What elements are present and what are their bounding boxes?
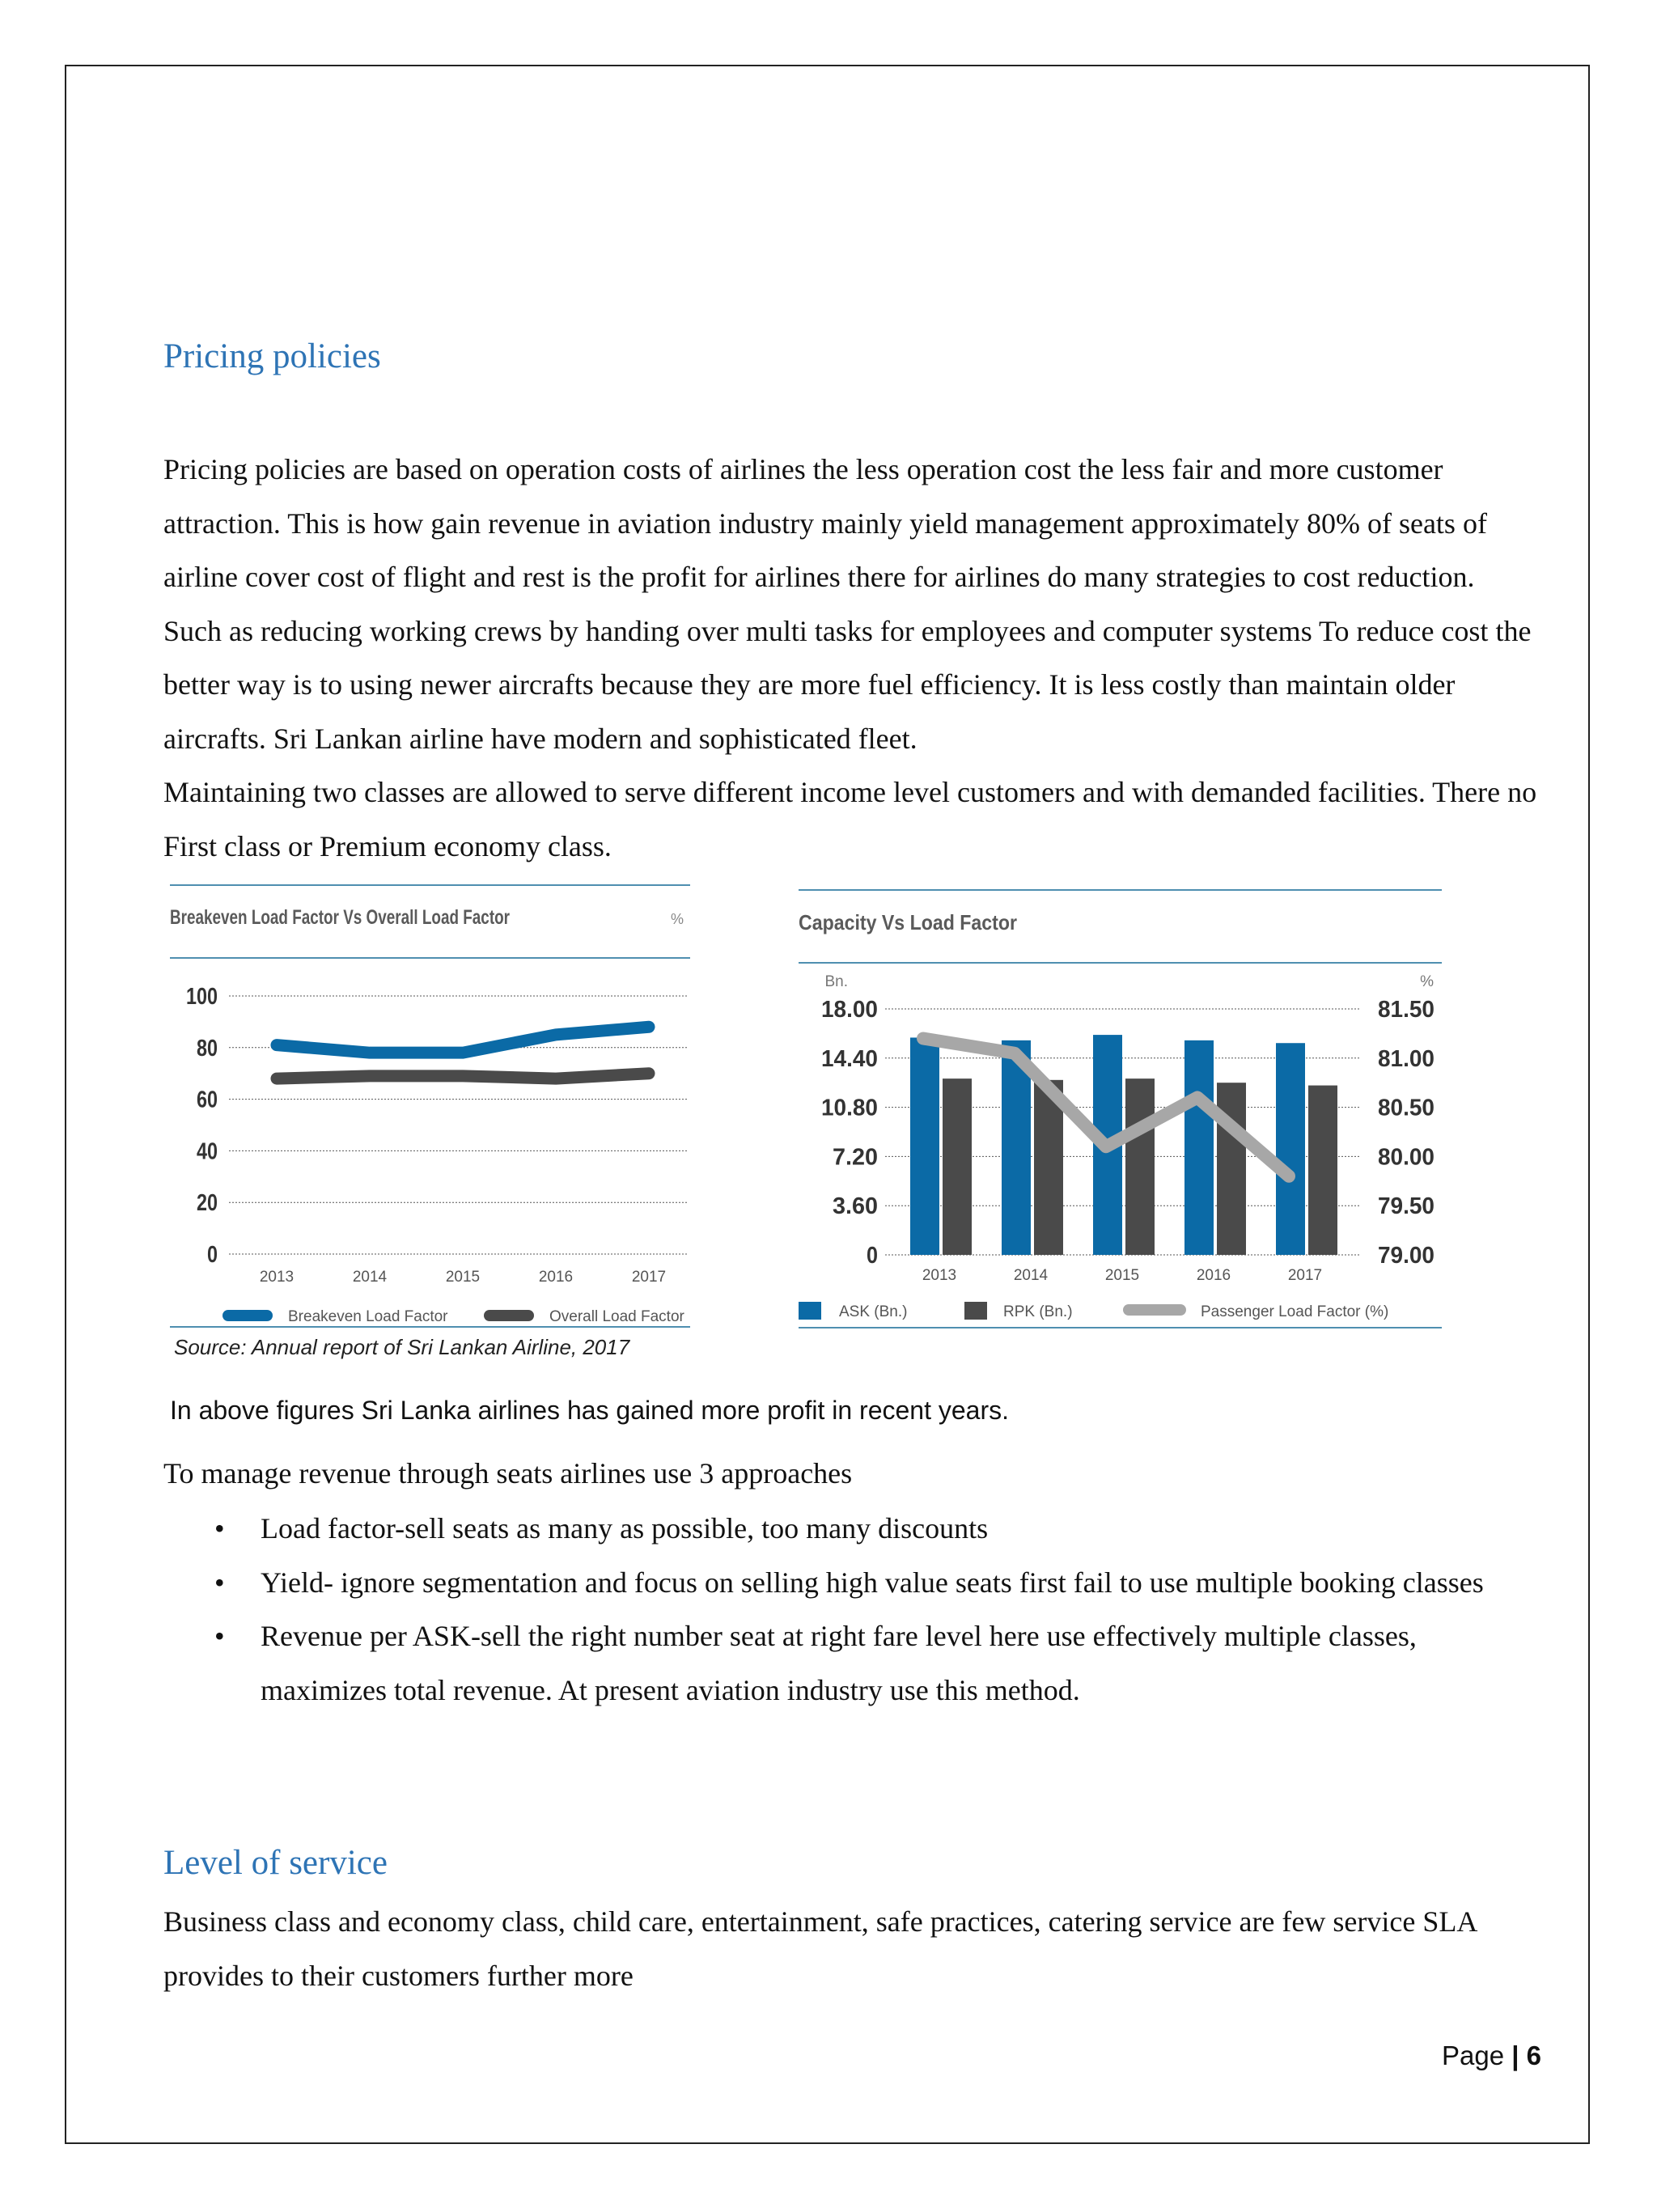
x-tick-label: 2014 [352,1269,388,1286]
bar-rpk [943,1078,972,1255]
left-tick-label: 18.00 [821,997,878,1023]
bar-rpk [1125,1078,1155,1255]
right-tick-label: 79.50 [1378,1193,1435,1220]
bar-rpk [1217,1083,1246,1255]
service-body: Business class and economy class, child care, entertainment, safe practices, catering service are few service SLA provides to their customers further more [163,1905,1477,1992]
legend-swatch-ask [799,1302,821,1320]
approaches-list [163,1502,1539,1717]
right-tick-label: 79.00 [1378,1243,1435,1269]
page-number: Page | 6 [1441,2040,1541,2070]
y-tick-label: 0 [207,1242,218,1268]
legend-label: Passenger Load Factor (%) [1201,1303,1389,1320]
left-unit-label: Bn. [824,973,848,990]
legend-label: Overall Load Factor [549,1308,684,1325]
legend-label: RPK (Bn.) [1003,1303,1073,1320]
pricing-body [163,443,1539,873]
chart-title: Capacity Vs Load Factor [799,910,1017,934]
left-tick-label: 10.80 [821,1095,878,1121]
x-tick-label: 2015 [1104,1267,1140,1284]
right-tick-label: 81.00 [1378,1045,1435,1072]
bar-ask [910,1037,939,1255]
y-tick-label: 100 [186,984,218,1010]
legend-label: Breakeven Load Factor [288,1308,448,1325]
x-tick-label: 2016 [1196,1267,1231,1284]
approaches-intro: To manage revenue through seats airlines use 3 approaches [163,1457,853,1489]
bar-ask [1184,1040,1214,1255]
y-tick-label: 60 [197,1087,218,1113]
breakeven-chart-svg [166,880,692,1333]
capacity-chart [795,886,1450,1331]
bullet-icon: • [214,1512,225,1545]
bullet-icon: • [214,1566,225,1599]
y-tick-label: 40 [197,1138,218,1165]
capacity-chart-svg [795,886,1450,1331]
pricing-paragraph-1: Pricing policies are based on operation costs of airlines the less operation cost the less fair and more customer attraction. This is how gain revenue in aviation industry mainly yield management approximately 80% of seats of airline cover cost of flight and rest is the profit for airlines there for airlines do many strategies to cost reduction. Such as reducing working crews by handing over multi tasks for employees and computer systems To reduce cost the better way is to using newer aircrafts because they are more fuel efficiency. It is less costly than maintain older aircrafts. Sri Lankan airline have modern and sophisticated fleet. [163,453,1532,755]
series-line-overall [277,1074,649,1078]
figure-caption: In above figures Sri Lanka airlines has gained more profit in recent years. [170,1396,1009,1425]
list-item: • Revenue per ASK-sell the right number seat at right fare level here use effectively multiple classes, maximizes total revenue. At present aviation industry use this method. [163,1609,1539,1717]
bar-ask [1276,1043,1305,1255]
section-heading-service: Level of service [163,1844,388,1882]
x-tick-label: 2013 [922,1267,957,1284]
x-tick-label: 2014 [1013,1267,1049,1284]
unit-label: % [670,911,684,927]
pricing-paragraph-2: Maintaining two classes are allowed to serve different income level customers and with demanded facilities. There no First class or Premium economy class. [163,776,1537,862]
right-tick-label: 80.00 [1378,1144,1435,1171]
x-tick-label: 2015 [445,1269,481,1286]
bar-rpk [1308,1086,1337,1255]
legend-swatch-rpk [964,1302,987,1320]
figure-source: Source: Annual report of Sri Lankan Airline, 2017 [174,1335,630,1359]
right-tick-label: 81.50 [1378,997,1435,1023]
chart-title: Breakeven Load Factor Vs Overall Load Factor [170,906,511,929]
x-tick-label: 2017 [631,1269,667,1286]
left-tick-label: 14.40 [821,1045,878,1072]
breakeven-chart [166,880,692,1333]
right-tick-label: 80.50 [1378,1095,1435,1121]
list-item: • Yield- ignore segmentation and focus on selling high value seats first fail to use multiple booking classes [163,1556,1539,1610]
legend-label: ASK (Bn.) [839,1303,908,1320]
x-tick-label: 2016 [538,1269,574,1286]
series-line-breakeven [277,1027,649,1053]
bullet-icon: • [214,1620,225,1652]
x-tick-label: 2013 [259,1269,295,1286]
right-unit-label: % [1420,973,1434,990]
left-tick-label: 0 [867,1243,878,1269]
x-tick-label: 2017 [1287,1267,1323,1284]
left-tick-label: 7.20 [833,1144,878,1171]
y-tick-label: 20 [197,1190,218,1217]
y-tick-label: 80 [197,1035,218,1062]
list-item: • Load factor-sell seats as many as possible, too many discounts [163,1502,1539,1556]
left-tick-label: 3.60 [833,1193,878,1220]
section-heading-pricing: Pricing policies [163,337,381,375]
